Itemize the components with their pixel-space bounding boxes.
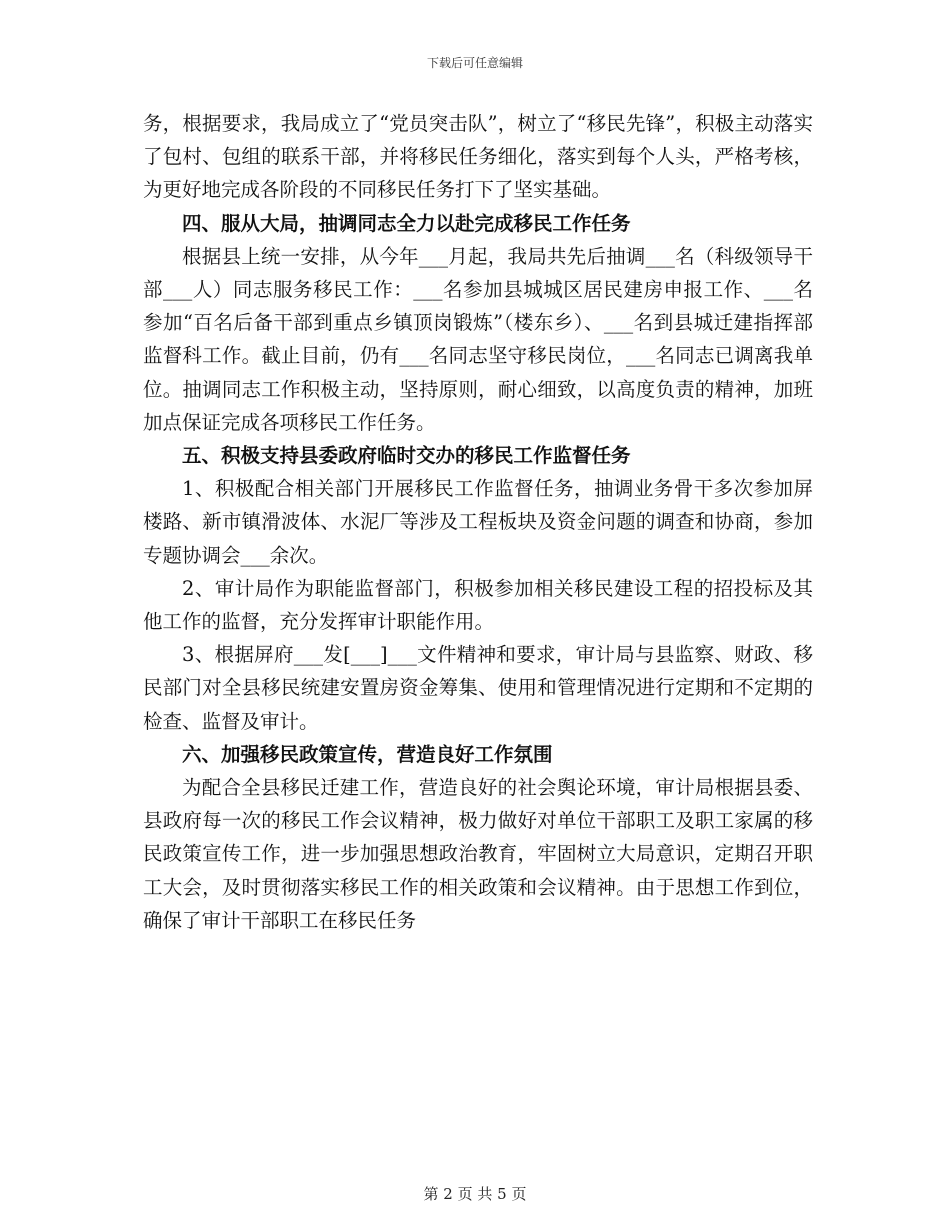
body-paragraph-continuation: 务，根据要求，我局成立了“党员突击队”，树立了“移民先锋”，积极主动落实了包村、包组的联系干部，并将移民任务细化，落实到每个人头，严格考核，为更好地完成各阶段的不同移民任务打下了坚实基础。 (143, 112, 813, 202)
list-item-3: 3、根据屏府___发[___]___文件精神和要求，审计局与县监察、财政、移民部门对全县移民统建安置房资金筹集、使用和管理情况进行定期和不定期的检查、监督及审计。 (143, 643, 813, 733)
document-body (143, 107, 813, 937)
body-paragraph: 为配合全县移民迁建工作，营造良好的社会舆论环境，审计局根据县委、县政府每一次的移民工作会议精神，极力做好对单位干部职工及职工家属的移民政策宣传工作，进一步加强思想政治教育，牢固树立大局意识，定期召开职工大会，及时贯彻落实移民工作的相关政策和会议精神。由于思想工作到位，确保了审计干部职工在移民任务 (143, 776, 813, 932)
section-heading-4: 四、服从大局，抽调同志全力以赴完成移民工作任务 (182, 211, 631, 235)
section-heading-5: 五、积极支持县委政府临时交办的移民工作监督任务 (182, 444, 631, 468)
list-item-1: 1、积极配合相关部门开展移民工作监督任务，抽调业务骨干多次参加屏楼路、新市镇滑波体、水泥厂等涉及工程板块及资金问题的调查和协商，参加专题协调会___余次。 (143, 477, 813, 567)
page-number-footer: 第 2 页 共 5 页 (423, 1185, 527, 1203)
section-heading-6: 六、加强移民政策宣传，营造良好工作氛围 (182, 742, 553, 766)
body-paragraph: 根据县上统一安排，从今年___月起，我局共先后抽调___名（科级领导干部___人）同志服务移民工作：___名参加县城城区居民建房申报工作、___名参加“百名后备干部到重点乡镇顶岗锻炼”（楼东乡）、___名到县城迁建指挥部监督科工作。截止目前，仍有___名同志坚守移民岗位，___名同志已调离我单位。抽调同志工作积极主动，坚持原则，耐心细致，以高度负责的精神，加班加点保证完成各项移民工作任务。 (143, 244, 813, 434)
page-header: 下载后可任意编辑 (426, 56, 523, 70)
list-item-2: 2、审计局作为职能监督部门，积极参加相关移民建设工程的招投标及其他工作的监督，充分发挥审计职能作用。 (143, 576, 813, 634)
